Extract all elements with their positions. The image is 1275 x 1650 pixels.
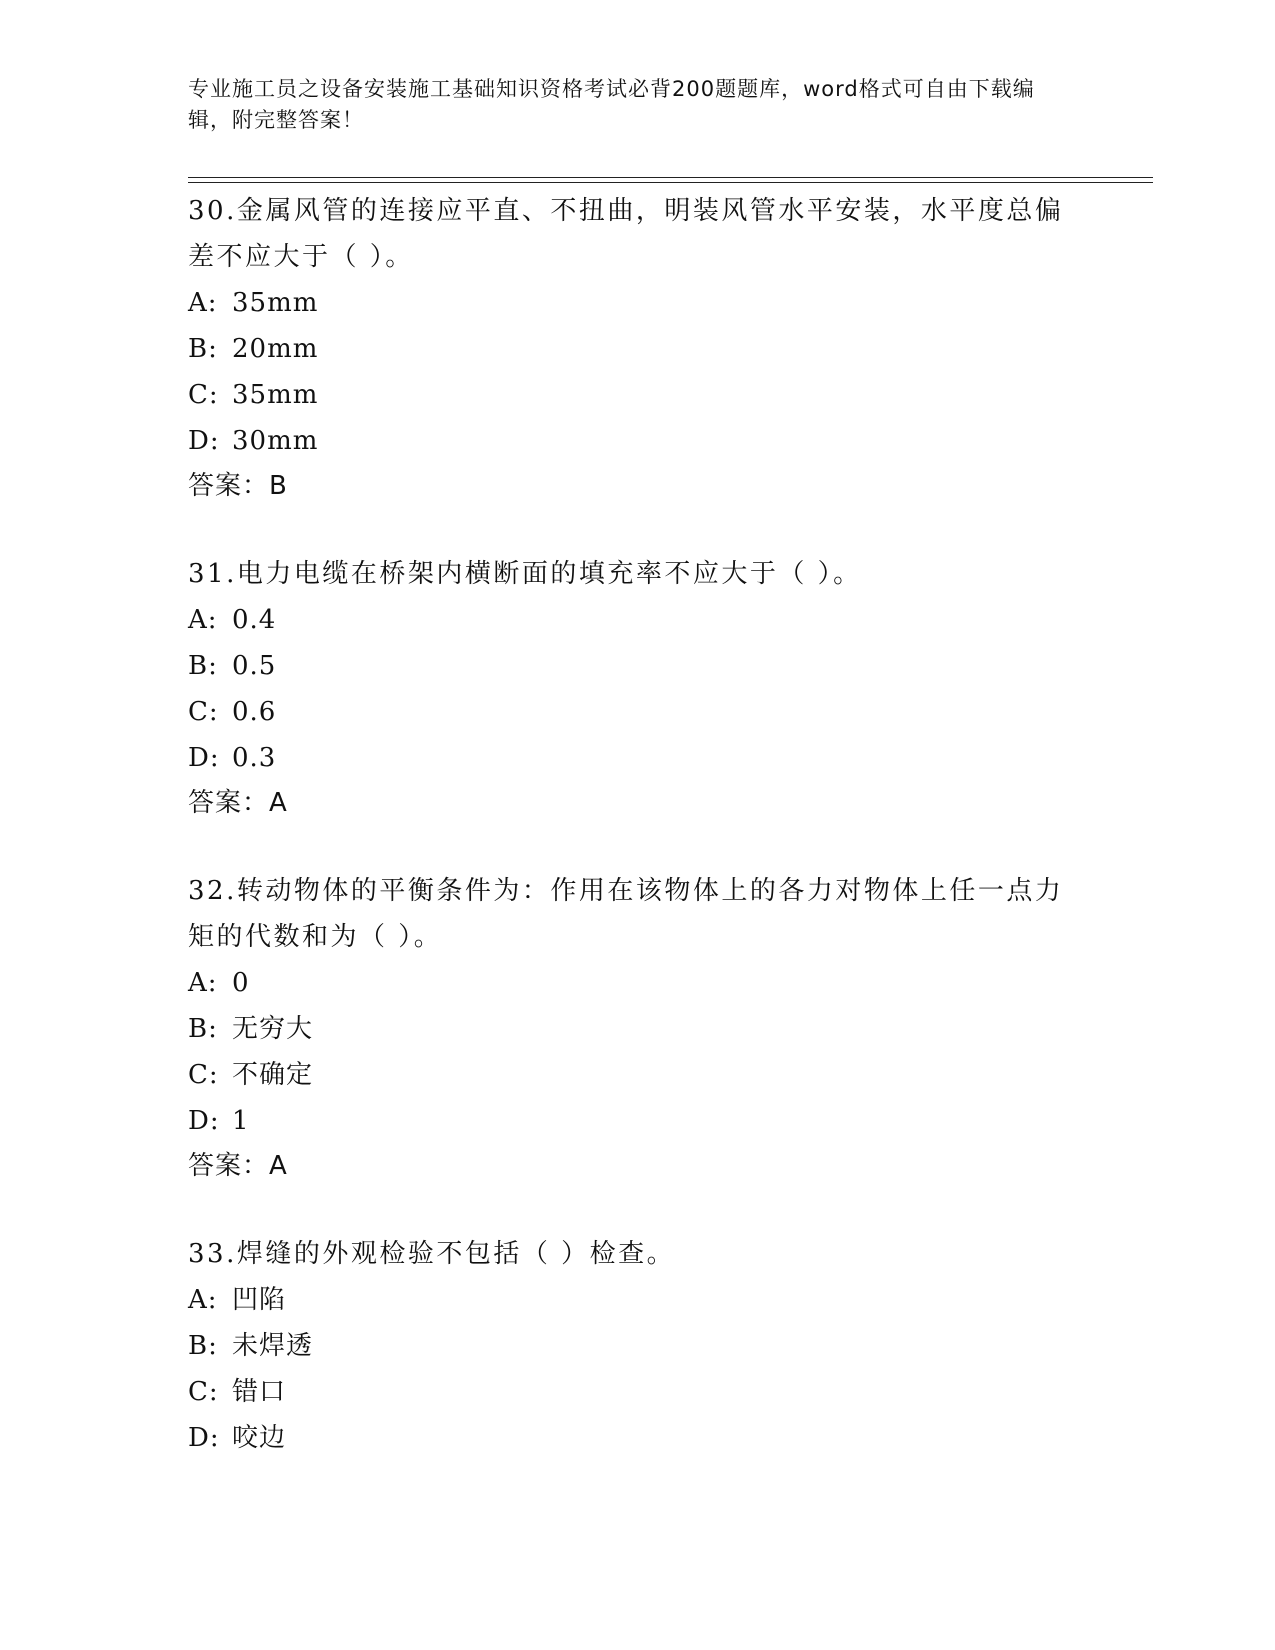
- option-text: 咬边: [232, 1423, 287, 1453]
- option-c: [188, 1052, 1088, 1098]
- option-letter: C:: [188, 697, 219, 727]
- option-letter: D:: [188, 1106, 220, 1136]
- option-text: 0.4: [232, 605, 277, 635]
- option-a: [188, 280, 1088, 326]
- option-d: [188, 1098, 1088, 1144]
- option-text: 0.6: [232, 697, 277, 727]
- answer-line: 答案：A: [188, 1151, 288, 1181]
- question-33: [188, 1231, 1088, 1461]
- answer-line: 答案：A: [188, 788, 288, 818]
- option-letter: A:: [188, 1285, 218, 1315]
- question-32: [188, 868, 1088, 1188]
- option-b: [188, 326, 1088, 372]
- page-header-title: 专业施工员之设备安装施工基础知识资格考试必背200题题库，word格式可自由下载编辑，附完整答案！: [188, 77, 1035, 132]
- option-letter: A:: [188, 968, 218, 998]
- option-a: [188, 960, 1088, 1006]
- option-letter: B:: [188, 1331, 218, 1361]
- option-text: 35mm: [232, 288, 319, 318]
- question-stem: 33.焊缝的外观检验不包括（ ）检查。: [188, 1239, 676, 1269]
- option-a: [188, 597, 1088, 643]
- question-stem: 31.电力电缆在桥架内横断面的填充率不应大于（ ）。: [188, 559, 862, 589]
- option-text: 错口: [232, 1377, 287, 1407]
- question-list: [188, 188, 1088, 1504]
- option-text: 0.5: [232, 651, 277, 681]
- option-text: 0: [232, 968, 250, 998]
- option-c: [188, 1369, 1088, 1415]
- option-text: 凹陷: [232, 1285, 287, 1315]
- question-31: [188, 551, 1088, 825]
- option-text: 不确定: [232, 1060, 314, 1090]
- question-30: [188, 188, 1088, 508]
- option-text: 20mm: [232, 334, 319, 364]
- option-c: [188, 689, 1088, 735]
- option-d: [188, 735, 1088, 781]
- option-letter: B:: [188, 651, 218, 681]
- option-letter: A:: [188, 288, 218, 318]
- header-rule-bottom: [188, 182, 1153, 183]
- question-stem: 32.转动物体的平衡条件为：作用在该物体上的各力对物体上任一点力矩的代数和为（ ）。: [188, 876, 1064, 952]
- option-text: 未焊透: [232, 1331, 314, 1361]
- option-b: [188, 1323, 1088, 1369]
- option-letter: C:: [188, 1060, 219, 1090]
- option-letter: C:: [188, 1377, 219, 1407]
- option-text: 30mm: [232, 426, 319, 456]
- option-text: 1: [232, 1106, 250, 1136]
- answer-line: 答案：B: [188, 471, 288, 501]
- option-text: 35mm: [232, 380, 319, 410]
- option-text: 0.3: [232, 743, 277, 773]
- option-c: [188, 372, 1088, 418]
- question-stem: 30.金属风管的连接应平直、不扭曲，明装风管水平安装，水平度总偏差不应大于（ ）。: [188, 196, 1064, 272]
- option-text: 无穷大: [232, 1014, 314, 1044]
- option-d: [188, 418, 1088, 464]
- option-b: [188, 1006, 1088, 1052]
- option-letter: C:: [188, 380, 219, 410]
- option-letter: D:: [188, 1423, 220, 1453]
- option-letter: B:: [188, 334, 218, 364]
- header-rule-top: [188, 177, 1153, 178]
- option-d: [188, 1415, 1088, 1461]
- option-letter: D:: [188, 743, 220, 773]
- option-letter: A:: [188, 605, 218, 635]
- option-letter: D:: [188, 426, 220, 456]
- option-a: [188, 1277, 1088, 1323]
- option-b: [188, 643, 1088, 689]
- option-letter: B:: [188, 1014, 218, 1044]
